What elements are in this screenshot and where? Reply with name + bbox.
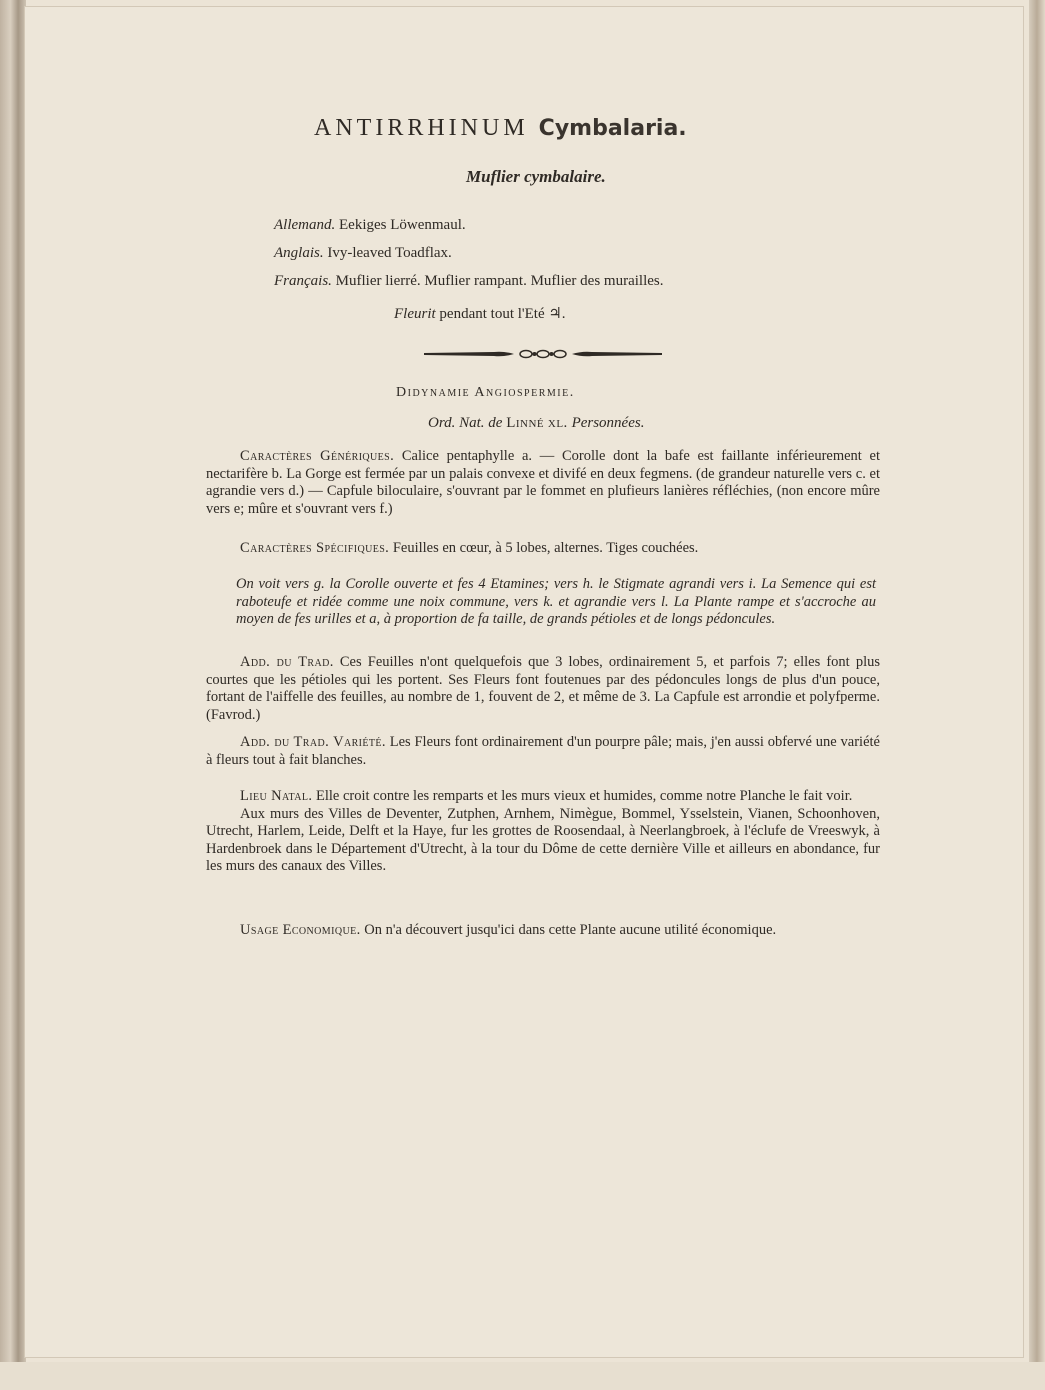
section-translator-variety [206,734,880,769]
book-page-edges [1029,0,1045,1390]
vernacular-names: Eekiges Löwenmaul. [339,217,466,233]
flowering-line [394,304,566,323]
vernacular-french [274,273,663,290]
section-lead: Lieu Natal. [240,788,313,804]
ordnat-name: Linné [506,415,545,431]
section-translator-addition [206,654,880,724]
section-plate-note [236,576,876,629]
vernacular-lang: Anglais. [274,245,324,261]
vernacular-german [274,217,466,234]
section-text: Feuilles en cœur, à 5 lobes, alternes. Tiges couchées. [392,540,699,556]
section-economic-use [206,922,880,940]
title-genus: ANTIRRHINUM [314,115,529,141]
section-generic-characters [206,448,880,518]
vernacular-lang: Français. [274,273,332,289]
section-text: Les Fleurs font ordinairement d'un pourpre pâle; mais, j'en aussi obfervé une variété à fleurs tout à fait blanches. [206,734,880,768]
section-lead: Add. du Trad. [240,654,334,670]
section-lead: Caractères Spécifiques. [240,540,390,556]
section-text: Calice pentaphylle a. — Corolle dont la bafe est faillante inférieurement et nectarifère b. La Gorge est fermée par un palais convexe et divifé en deux fegmens. (de grandeur naturelle vers c. et agrandie vers d.) — Capfule biloculaire, s'ouvrant par le fommet en plufieurs lanières réfléchies, (non encore mûre vers e; mûre et s'ouvrant vers f.) [206,448,881,517]
section-text: Elle croit contre les remparts et les murs vieux et humides, comme notre Planche le fait voir. [316,788,853,804]
flowering-symbol: ♃. [548,306,566,322]
classification-heading: Didynamie Angiospermie. [396,385,575,400]
flowering-text: pendant tout l'Eté [439,306,545,322]
section-text-continued: Aux murs des Villes de Deventer, Zutphen, Arnhem, Nimègue, Bommel, Ysselstein, Vianen, Schoonhoven, Utrecht, Harlem, Leide, Delft et la Haye, fur les grottes de Roosendaal, à Neerlangbroek, à l'éclufe de Vreeswyk, à Hardenbroek dans le Département d'Utrecht, à la tour du Dôme de cette dernière Ville et ailleurs en abondance, fur les murs des canaux des Villes. [206,805,880,874]
section-text: Ces Feuilles n'ont quelquefois que 3 lobes, ordinairement 5, et parfois 7; elles font plus courtes que les pétioles qui les portent. Ses Fleurs font foutenues par des pédoncules longs de plus d'un pouce, fortant de l'aiffelle des feuilles, au nombre de 1, fouvent de 2, et même de 3. La Capfule est arrondie et polyfperme. (Favrod.) [206,654,880,723]
section-lead: Add. du Trad. Variété. [240,734,386,750]
section-lead: Caractères Génériques. [240,448,395,464]
vernacular-english [274,245,452,262]
page-title [314,115,687,142]
vernacular-names: Muflier lierré. Muflier rampant. Muflier des murailles. [335,273,664,289]
natural-order [428,415,644,432]
ordnat-family: Personnées. [571,415,645,431]
section-native-place [206,788,880,876]
bottom-background [0,1362,1045,1390]
ornament-divider [424,347,662,361]
section-lead: Usage Economique. [240,922,361,938]
section-specific-characters [206,540,880,558]
section-text: On n'a découvert jusqu'ici dans cette Plante aucune utilité économique. [364,922,777,938]
vernacular-lang: Allemand. [274,217,336,233]
book-spine-edge [0,0,26,1390]
vernacular-names: Ivy-leaved Toadflax. [327,245,452,261]
title-species: Cymbalaria. [538,116,687,141]
note-text: On voit vers g. la Corolle ouverte et fes 4 Etamines; vers h. le Stigmate agrandi vers i. La Semence qui est raboteufe et ridée comme une noix commune, vers k. et agrandie vers l. La Plante rampe et s'accroche au moyen de fes urilles et a, à proportion de fa taille, de grands pétioles et de longs pédoncules. [236,576,876,627]
ordnat-prefix: Ord. Nat. de [428,415,503,431]
flowering-label: Fleurit [394,306,436,322]
common-name: Muflier cymbalaire. [466,167,606,186]
ordnat-num: xl. [547,415,568,431]
